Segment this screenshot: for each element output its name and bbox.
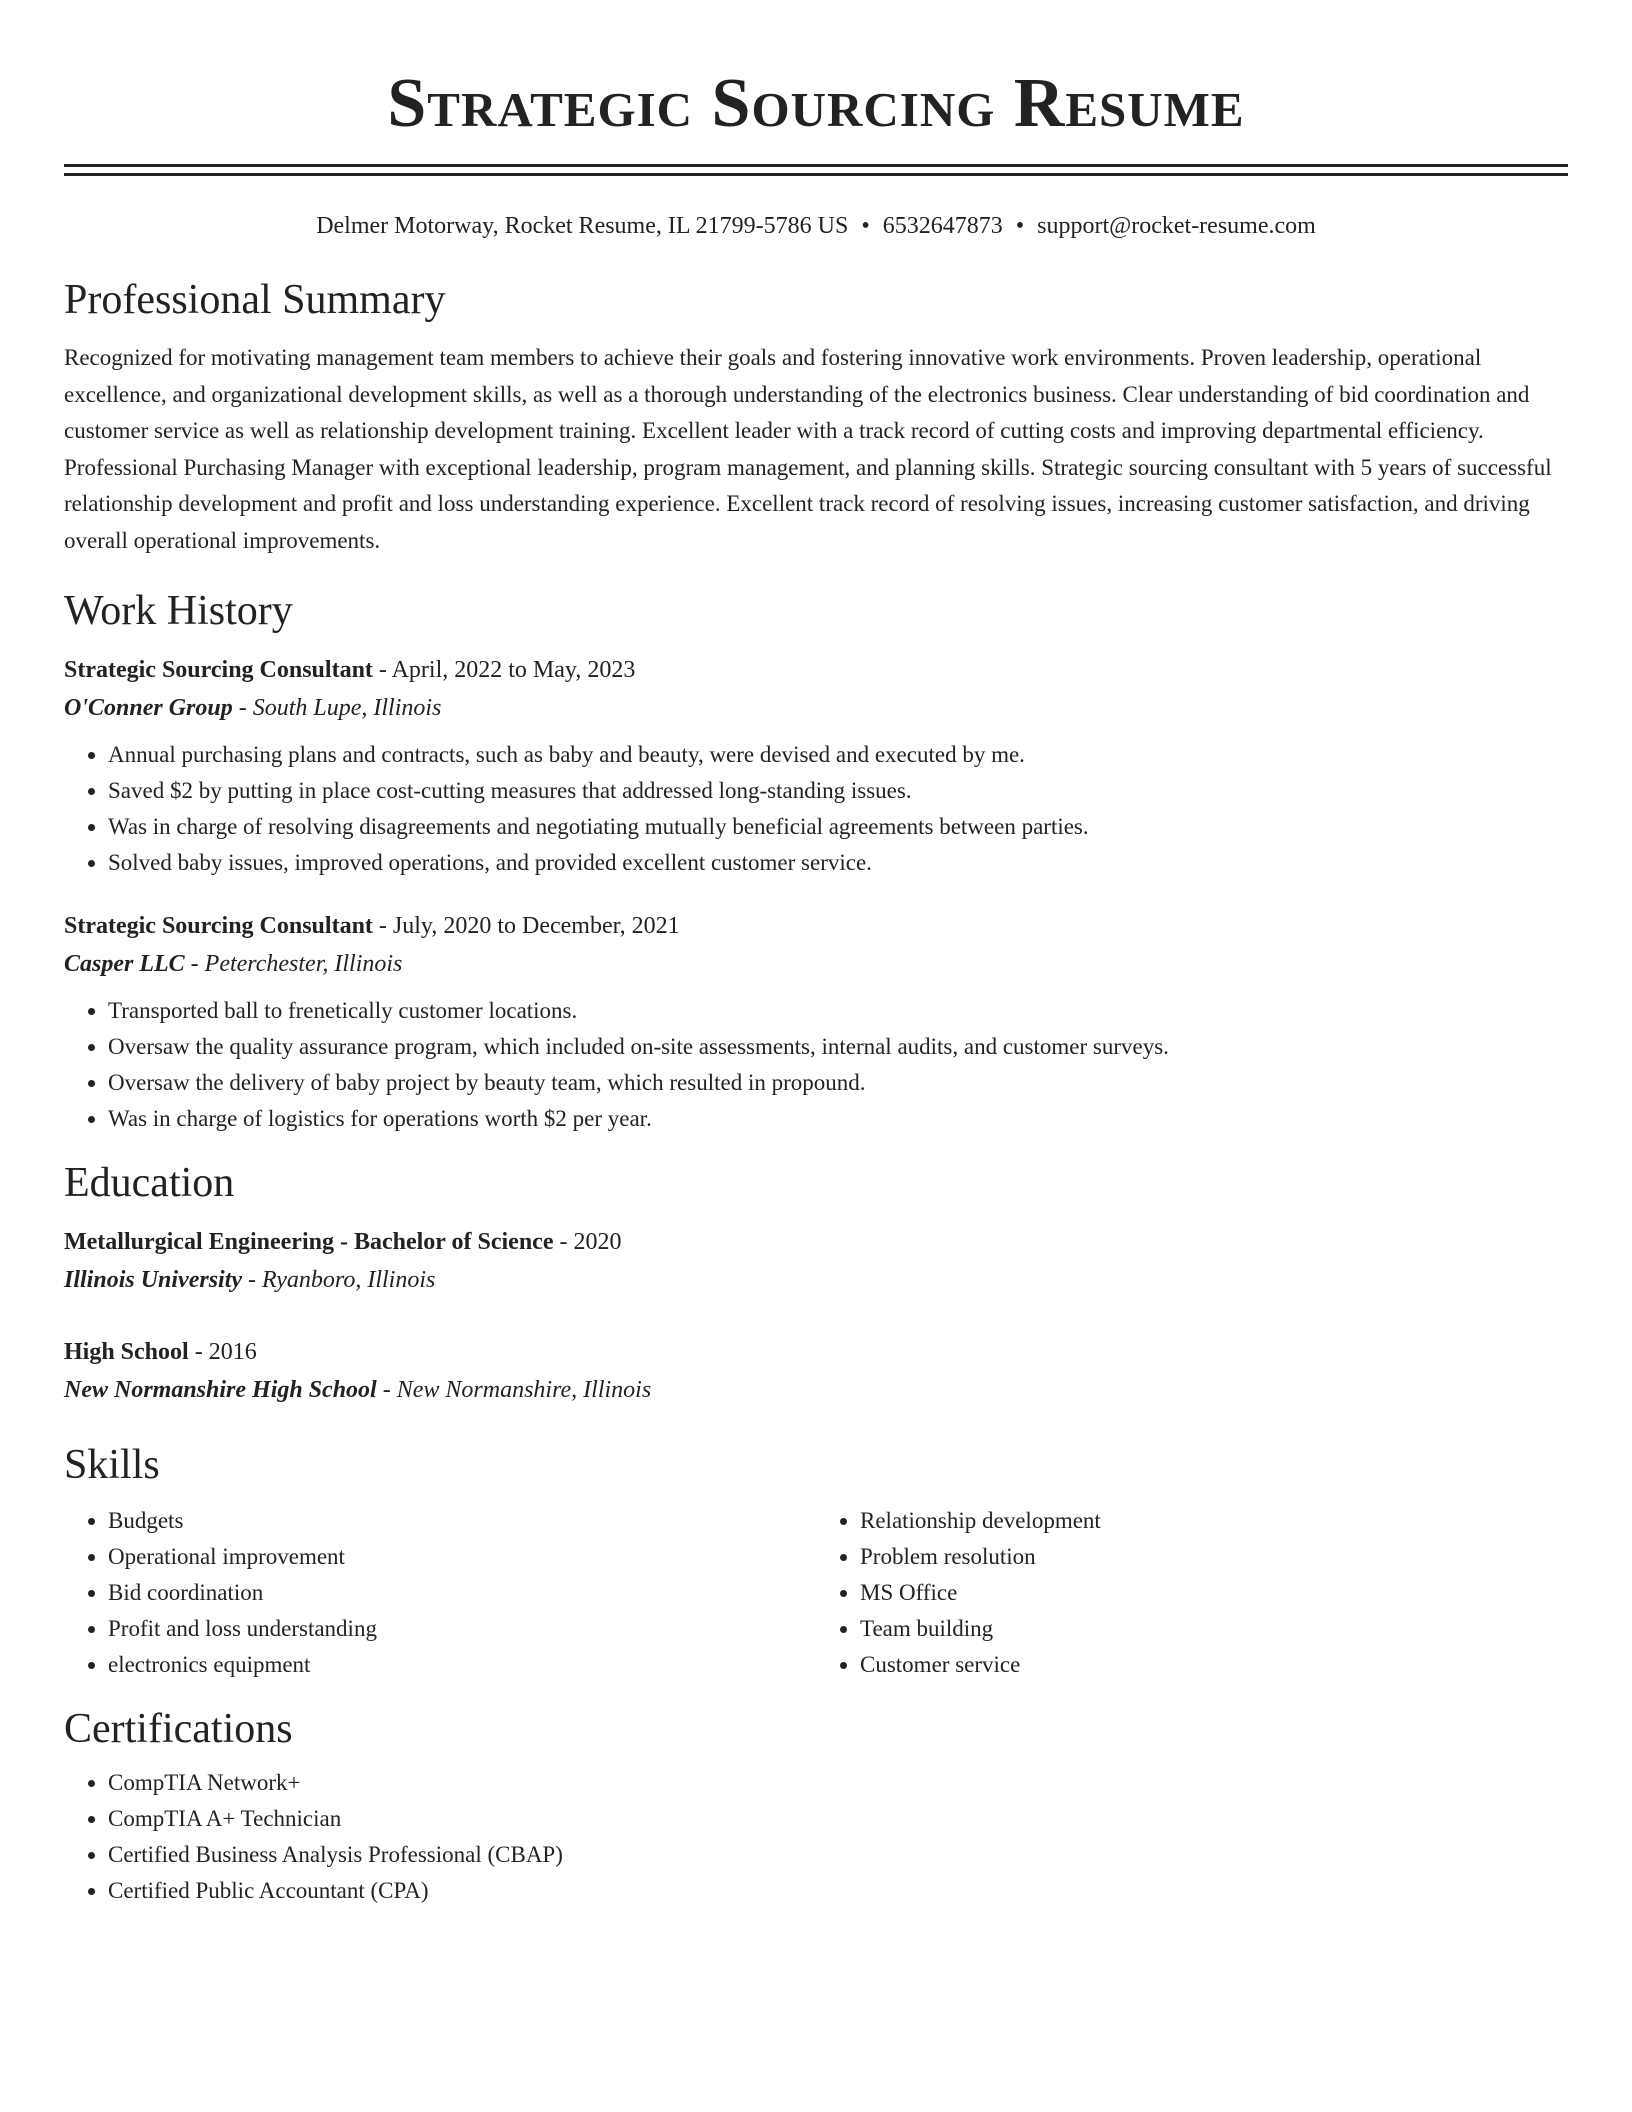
job-bullets [64, 737, 1568, 881]
job-entry [64, 907, 1568, 1137]
certifications-list [64, 1765, 1568, 1909]
list-item: • Team building [860, 1611, 1568, 1647]
list-item: • Certified Business Analysis Professional (CBAP) [108, 1837, 1568, 1873]
job-location: - Peterchester, Illinois [184, 951, 403, 977]
education-entry [64, 1223, 1568, 1299]
education-location: - New Normanshire, Illinois [376, 1377, 652, 1403]
job-title: Strategic Sourcing Consultant [64, 657, 373, 683]
summary-text: Recognized for motivating management team members to achieve their goals and fostering innovative work environments. Proven leadership, operational excellence, and organizational development skills, as well as a thorough understanding of the electronics business. Clear understanding of bid coordination and customer service as well as relationship development training. Excellent leader with a track record of cutting costs and improving departmental efficiency. Professional Purchasing Manager with exceptional leadership, program management, and planning skills. Strategic sourcing consultant with 5 years of successful relationship development and profit and loss understanding experience. Excellent track record of resolving issues, increasing customer satisfaction, and driving overall operational improvements. [64, 345, 1552, 553]
job-location: - South Lupe, Illinois [232, 695, 442, 721]
job-header [64, 907, 1568, 945]
list-item: • Budgets [108, 1503, 816, 1539]
list-item: • Profit and loss understanding [108, 1611, 816, 1647]
summary-heading: Professional Summary [64, 277, 446, 323]
contact-separator: • [1015, 213, 1025, 239]
job-entry [64, 651, 1568, 881]
contact-line [64, 210, 1568, 242]
skills-grid [64, 1503, 1568, 1683]
certifications-heading: Certifications [64, 1706, 293, 1752]
list-item: • Customer service [860, 1647, 1568, 1683]
list-item: • Was in charge of resolving disagreements and negotiating mutually beneficial agreements between parties. [108, 809, 1568, 845]
list-item: • Transported ball to frenetically customer locations. [108, 993, 1568, 1029]
title-divider-bottom [64, 173, 1568, 176]
education-school-line [64, 1371, 1568, 1409]
list-item: • Annual purchasing plans and contracts, such as baby and beauty, were devised and executed by me. [108, 737, 1568, 773]
education-entry [64, 1333, 1568, 1409]
education-year: - 2016 [188, 1339, 257, 1365]
list-item: • CompTIA A+ Technician [108, 1801, 1568, 1837]
list-item: • Operational improvement [108, 1539, 816, 1575]
list-item: • Problem resolution [860, 1539, 1568, 1575]
job-title: Strategic Sourcing Consultant [64, 913, 373, 939]
job-header [64, 651, 1568, 689]
title-divider-top [64, 164, 1568, 167]
list-item: • Certified Public Accountant (CPA) [108, 1873, 1568, 1909]
education-degree-line [64, 1223, 1568, 1261]
list-item: • electronics equipment [108, 1647, 816, 1683]
education-location: - Ryanboro, Illinois [242, 1267, 436, 1293]
job-company-line [64, 689, 1568, 727]
contact-address: Delmer Motorway, Rocket Resume, IL 21799-5786 US [316, 213, 849, 239]
list-item: • Solved baby issues, improved operations, and provided excellent customer service. [108, 845, 1568, 881]
job-bullets [64, 993, 1568, 1137]
list-item: • Saved $2 by putting in place cost-cutting measures that addressed long-standing issues. [108, 773, 1568, 809]
list-item: • Relationship development [860, 1503, 1568, 1539]
job-company-line [64, 945, 1568, 983]
education-school-line [64, 1261, 1568, 1299]
resume-page [64, 0, 1568, 1909]
education-degree: High School [64, 1339, 189, 1365]
job-company: O'Conner Group [64, 695, 233, 721]
skills-heading: Skills [64, 1442, 160, 1488]
list-item: • Oversaw the quality assurance program, which included on-site assessments, internal audits, and customer surveys. [108, 1029, 1568, 1065]
skills-right-column [816, 1503, 1568, 1683]
contact-phone: 6532647873 [882, 213, 1003, 239]
list-item: • Oversaw the delivery of baby project by beauty team, which resulted in propound. [108, 1065, 1568, 1101]
list-item: • CompTIA Network+ [108, 1765, 1568, 1801]
resume-title: Strategic Sourcing Resume [387, 65, 1245, 142]
job-dates: - July, 2020 to December, 2021 [372, 913, 680, 939]
list-item: • Bid coordination [108, 1575, 816, 1611]
education-heading: Education [64, 1160, 235, 1206]
job-company: Casper LLC [64, 951, 185, 977]
education-year: - 2020 [553, 1229, 622, 1255]
education-degree: Metallurgical Engineering - Bachelor of Science [64, 1229, 554, 1255]
education-school: Illinois University [64, 1267, 243, 1293]
contact-email: support@rocket-resume.com [1037, 213, 1316, 239]
list-item: • MS Office [860, 1575, 1568, 1611]
skills-left-column [64, 1503, 816, 1683]
contact-separator: • [861, 213, 870, 239]
education-degree-line [64, 1333, 1568, 1371]
job-dates: - April, 2022 to May, 2023 [372, 657, 636, 683]
list-item: • Was in charge of logistics for operations worth $2 per year. [108, 1101, 1568, 1137]
education-school: New Normanshire High School [64, 1377, 377, 1403]
work-history-heading: Work History [64, 588, 293, 634]
